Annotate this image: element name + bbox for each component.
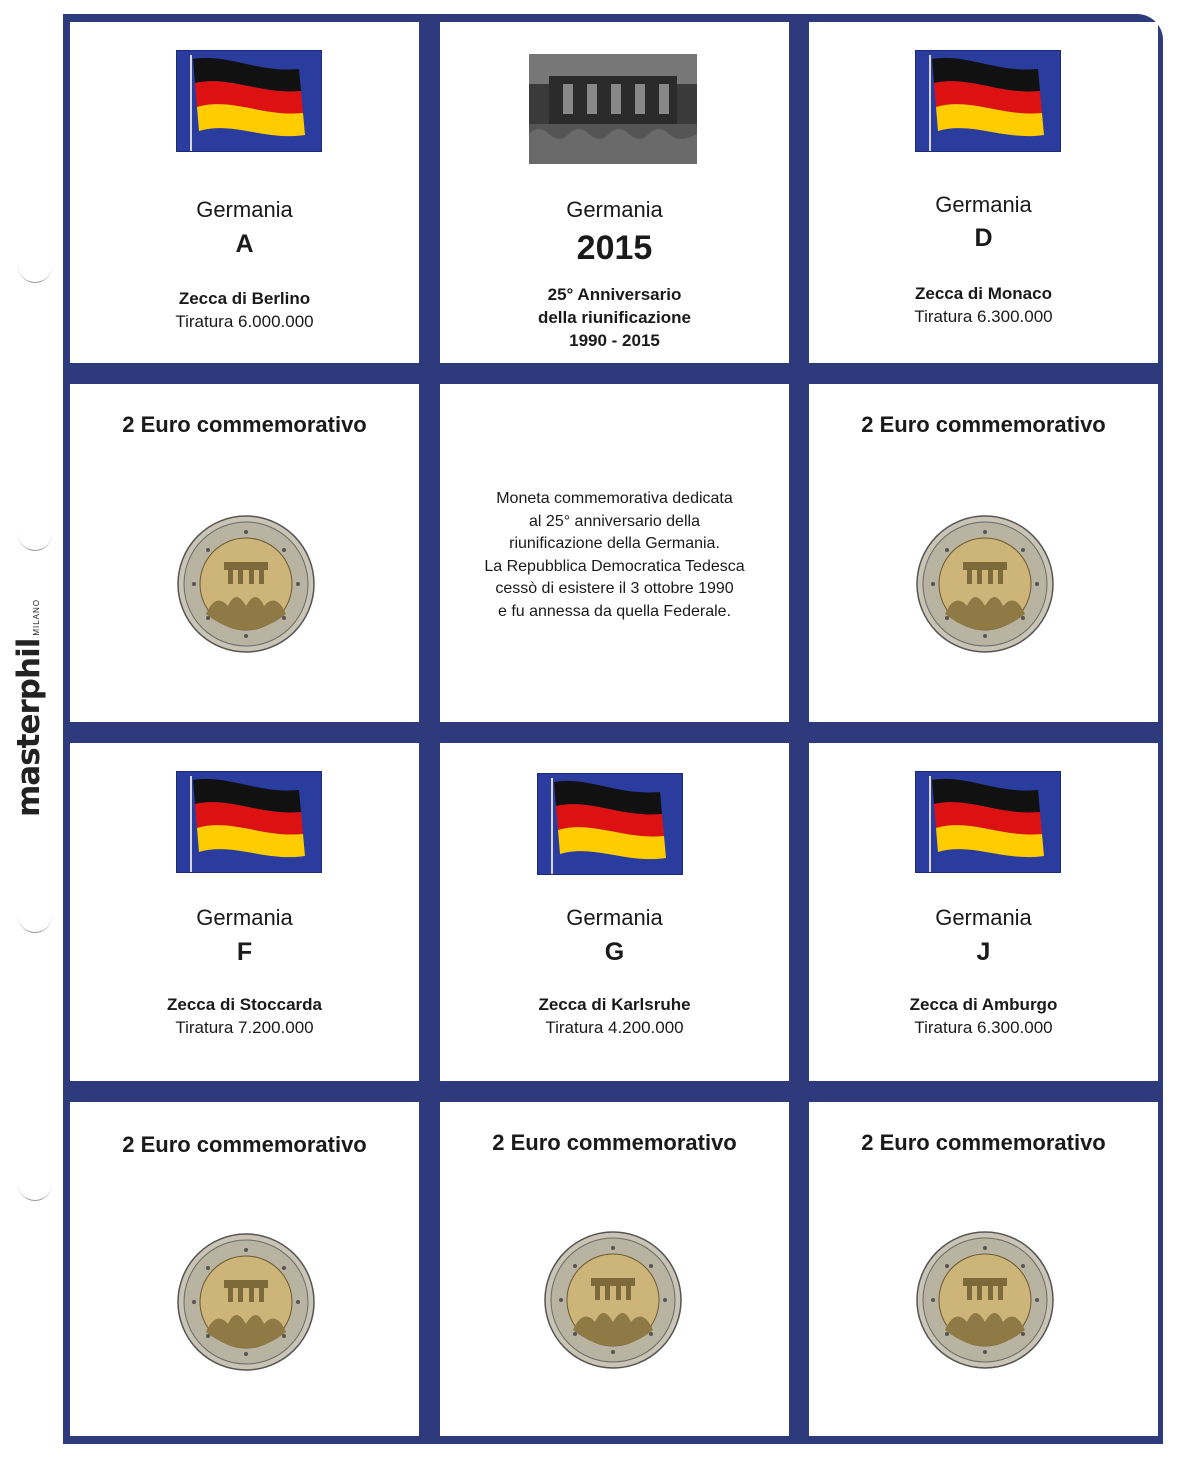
german-flag-icon [176, 771, 322, 873]
coin-icon [915, 1230, 1055, 1370]
brand-city: MILANO [32, 599, 41, 636]
cell-mint-j [809, 743, 1158, 1081]
binder-hole [18, 1180, 52, 1201]
coin-icon [543, 1230, 683, 1370]
cell-coin-d [809, 384, 1158, 722]
cell-coin-a [70, 384, 419, 722]
country-label: Germania [935, 905, 1032, 930]
cell-top-left [70, 22, 419, 363]
description-line: riunificazione della Germania. [509, 535, 720, 552]
cell-coin-j [809, 1102, 1158, 1436]
german-flag-icon [537, 773, 683, 875]
reunification-photo-icon [529, 54, 697, 164]
description-line: cessò di esistere il 3 ottobre 1990 [495, 580, 734, 597]
mint-name: Zecca di Karlsruhe [538, 995, 691, 1014]
album-sheet [63, 14, 1163, 1444]
description-line: e fu annessa da quella Federale. [497, 602, 732, 620]
coin-icon [176, 1232, 316, 1372]
mintage: Tiratura 6.300.000 [914, 307, 1053, 326]
anniversary-line: 1990 - 2015 [569, 331, 660, 350]
binder-hole [18, 912, 52, 933]
description-line: La Repubblica Democratica Tedesca [484, 557, 745, 575]
country-label: Germania [935, 192, 1032, 217]
binder-hole [18, 530, 52, 551]
brand-name: masterphil [11, 638, 47, 817]
country-label: Germania [196, 197, 293, 222]
binder-hole [18, 262, 52, 283]
mint-mark: A [235, 230, 254, 258]
german-flag-icon [915, 771, 1061, 873]
cell-description [440, 384, 789, 722]
german-flag-icon [176, 50, 322, 152]
cell-top-right [809, 22, 1158, 363]
description-line: Moneta commemorativa dedicata [496, 490, 733, 507]
coin-label: 2 Euro commemorativo [492, 1130, 737, 1155]
coin-icon [176, 514, 316, 654]
mint-mark: D [974, 224, 993, 252]
mint-name: Zecca di Monaco [915, 284, 1052, 303]
coin-label: 2 Euro commemorativo [861, 412, 1106, 437]
mint-mark: G [604, 938, 625, 966]
mint-mark: J [976, 938, 991, 966]
mintage: Tiratura 6.300.000 [914, 1018, 1053, 1037]
country-label: Germania [566, 197, 663, 222]
cell-mint-g [440, 743, 789, 1081]
country-label: Germania [196, 905, 293, 930]
cell-mint-f [70, 743, 419, 1081]
coin-label: 2 Euro commemorativo [122, 1132, 367, 1157]
coin-label: 2 Euro commemorativo [861, 1130, 1106, 1155]
german-flag-icon [915, 50, 1061, 152]
description [440, 488, 789, 623]
mintage: Tiratura 7.200.000 [175, 1018, 314, 1037]
cell-coin-f [70, 1102, 419, 1436]
issue-year: 2015 [576, 229, 653, 267]
mintage: Tiratura 4.200.000 [545, 1018, 684, 1037]
anniversary-line: della riunificazione [537, 308, 692, 327]
description-line: al 25° anniversario della [529, 512, 700, 530]
coin-label: 2 Euro commemorativo [122, 412, 367, 437]
country-label: Germania [566, 905, 663, 930]
mint-name: Zecca di Amburgo [909, 995, 1058, 1014]
anniversary-line: 25° Anniversario [547, 285, 682, 304]
cell-coin-g [440, 1102, 789, 1436]
mint-mark: F [236, 938, 253, 966]
brand-logo [7, 599, 47, 817]
mint-name: Zecca di Stoccarda [167, 995, 322, 1014]
mintage: Tiratura 6.000.000 [175, 312, 314, 331]
mint-name: Zecca di Berlino [178, 289, 311, 308]
cell-top-center [440, 22, 789, 363]
coin-icon [915, 514, 1055, 654]
